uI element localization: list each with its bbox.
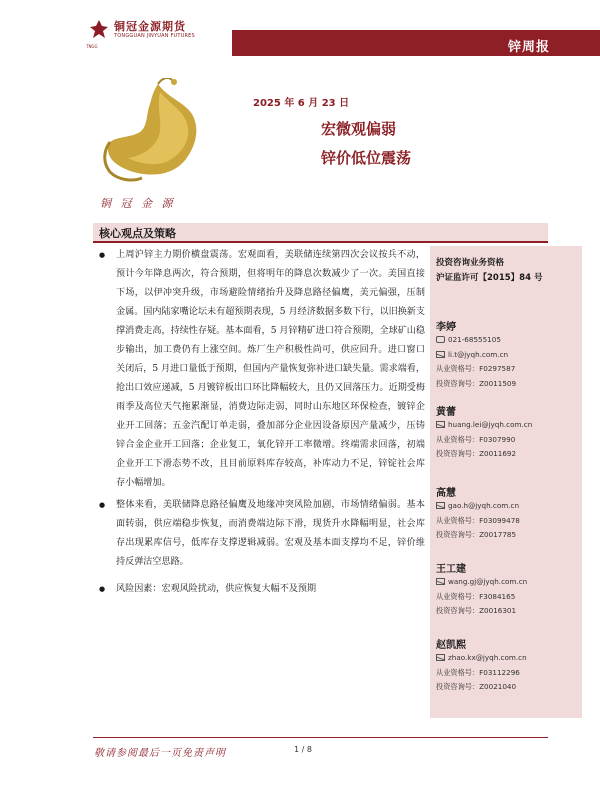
mail-icon (436, 351, 445, 358)
analyst-advisory: 投资咨询号：Z0017785 (436, 530, 517, 539)
report-title-line2: 锌价低位震荡 (321, 149, 412, 167)
emblem-calligraphy: 铜 冠 金 源 (100, 197, 176, 210)
analyst-name: 黄蕾 (436, 407, 456, 418)
analyst-card (436, 318, 582, 391)
analyst-name: 高慧 (436, 488, 456, 499)
phone-icon (436, 336, 445, 343)
analyst-advisory: 投资咨询号：Z0021040 (436, 682, 517, 691)
company-name-cn: 铜冠金源期货 (114, 20, 186, 33)
paragraph-risk-factors: ● 风险因素：宏观风险扰动，供应恢复大幅不及预期 (99, 580, 425, 599)
report-type: 锌周报 (507, 40, 550, 55)
analyst-license: 从业资格号：F3084165 (436, 591, 516, 601)
analyst-license: 从业资格号：F0307990 (436, 434, 516, 444)
footer-divider (93, 737, 548, 738)
header-band (232, 30, 600, 56)
mail-icon (436, 654, 445, 661)
analyst-advisory: 投资咨询号：Z0011509 (436, 378, 517, 388)
analyst-card (436, 403, 582, 462)
cert-line-1: 投资咨询业务资格 (436, 258, 505, 268)
company-name-sub: TNGG (86, 44, 98, 49)
analyst-card (436, 484, 582, 543)
analyst-license: 从业资格号：F03112296 (436, 667, 520, 677)
section-header (93, 223, 548, 243)
paragraph-overall-view: ● 整体来看，美联储降息路径偏鹰及地缘冲突风险加剧，市场情绪偏弱。基本面转弱，供应端稳步恢复，而消费端边际下滑，现货升水降幅明显，社会库存出现累库信号，低库存支撑逻辑减弱。宏观及基本面支撑均不足，锌价维持反弹沽空思路。 (99, 496, 425, 572)
analyst-license: 从业资格号：F03099478 (436, 515, 520, 525)
analyst-card (436, 560, 582, 619)
company-logo (86, 16, 218, 49)
analyst-email[interactable]: zhao.kx@jyqh.com.cn (436, 651, 582, 666)
analyst-sidebar (430, 246, 582, 718)
cert-line-2: 沪证监许可【2015】84 号 (436, 273, 543, 283)
section-title: 核心观点及策略 (99, 227, 176, 240)
analyst-email[interactable]: li.t@jyqh.com.cn (436, 348, 582, 363)
report-body (99, 246, 425, 599)
analyst-email[interactable]: huang.lei@jyqh.com.cn (436, 418, 582, 433)
company-name-en: TONGGUAN JINYUAN FUTURES (114, 33, 195, 39)
mail-icon (436, 421, 445, 428)
analyst-advisory: 投资咨询号：Z0016301 (436, 606, 517, 615)
paragraph-market-review: ● 上周沪锌主力期价横盘震荡。宏观面看，美联储连续第四次会议按兵不动，预计今年降息两次，符合预期，但将明年的降息次数减少了一次。美国直接下场，以伊冲突升级，市场避险情绪抬升及降息路径偏鹰，美元偏强，压制金属。国内陆家嘴论坛未有超预期表现，5 月经济数据多数下行，以旧换新支撑消费走高，持续性存疑。基本面看，5 月锌精矿进口符合预期，全球矿山稳步输出，加工费仍有上涨空间。炼厂生产积极性尚可，供应回升。进口窗口关闭后，5 月进口量低于预期，但国内产量恢复弥补进口缺失量。需求端看，抢出口效应递减，5 月镀锌板出口环比降幅较大，且仍又回落压力。近期受梅雨季及高位天气拖累渐显，消费边际走弱，同时山东地区环保检查，镀锌企业开工回落；五金汽配订单走弱，叠加部分企业因设备原因产量减少，压铸锌合金企业开工回落；企业复工，氧化锌开工率微增。终端需求回落，初端企业开工下滑态势不改，且目前原料库存较高，补库动力不足，锌锭社会库存小幅增加。 (99, 246, 425, 493)
analyst-name: 李婷 (436, 322, 456, 333)
analyst-phone: 021-68555105 (436, 333, 582, 348)
mail-icon (436, 502, 445, 509)
analyst-card (436, 636, 582, 695)
analyst-license: 从业资格号：F0297587 (436, 364, 516, 373)
mail-icon (436, 578, 445, 585)
page-number: 1 / 8 (294, 745, 312, 754)
report-title-line1: 宏微观偏弱 (321, 120, 397, 138)
analyst-email[interactable]: gao.h@jyqh.com.cn (436, 499, 582, 514)
report-date: 2025 年 6 月 23 日 (253, 98, 350, 109)
analyst-email[interactable]: wang.gj@jyqh.com.cn (436, 575, 582, 590)
logo-mark-icon (88, 18, 110, 42)
analyst-name: 赵凯熙 (436, 640, 466, 651)
analyst-name: 王工建 (436, 564, 466, 575)
page-header (0, 0, 600, 62)
footer-disclaimer-hint: 敬请参阅最后一页免责声明 (94, 748, 226, 759)
analyst-advisory: 投资咨询号：Z0011692 (436, 449, 517, 458)
